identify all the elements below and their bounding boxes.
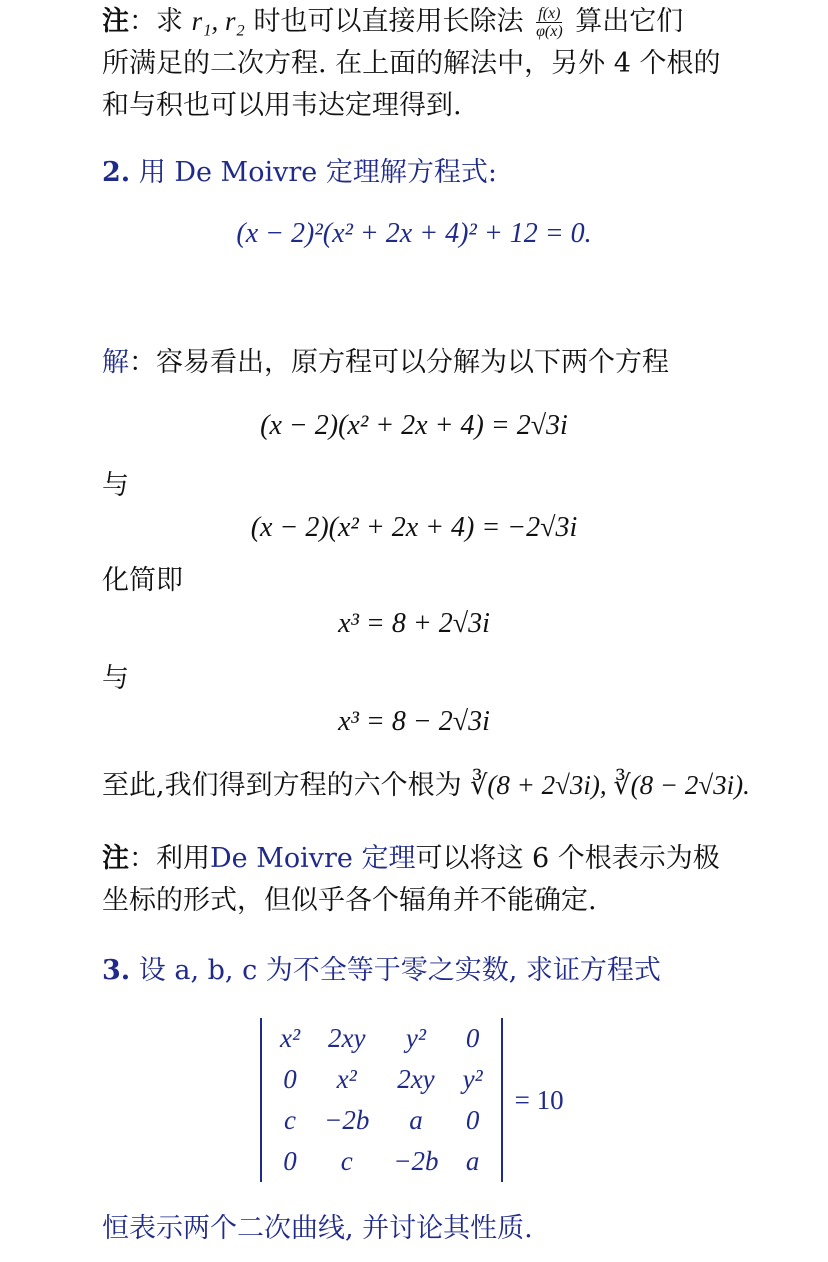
matrix-cell: −2b	[393, 1146, 439, 1176]
note-1-line-3: 和与积也可以用韦达定理得到.	[102, 90, 462, 121]
determinant-equation	[260, 1016, 564, 1184]
problem-statement: 用 De Moivre 定理解方程式:	[130, 157, 497, 188]
roots: ∛(8 + 2√3i), ∛(8 − 2√3i).	[470, 770, 750, 800]
note-label: 注	[102, 6, 129, 37]
solution-intro: 解：容易看出，原方程可以分解为以下两个方程	[102, 347, 669, 378]
matrix-cell: 0	[465, 1105, 480, 1135]
fraction: $\frac{f(x)}{\varphi(x)}$	[536, 5, 563, 40]
matrix-row	[268, 1018, 495, 1059]
matrix-cell: 2xy	[327, 1023, 366, 1053]
matrix-cell: 0	[465, 1023, 480, 1053]
note-1	[102, 0, 792, 127]
problem-3-closing: 恒表示两个二次曲线, 并讨论其性质.	[102, 1213, 533, 1244]
equation-3: x³ = 8 + 2√3i	[338, 608, 490, 639]
de-moivre-reference: De Moivre 定理	[210, 843, 416, 874]
note-1-line-1: 注：求 r₁, r₂ 时也可以直接用长除法 $\frac{f(x)}{\varphi(x)}$ 算出它们	[102, 5, 684, 40]
matrix-row	[268, 1141, 495, 1182]
conclusion: 至此,我们得到方程的六个根为 ∛(8 + 2√3i), ∛(8 − 2√3i).	[102, 770, 750, 801]
equation-2: (x − 2)(x² + 2x + 4) = −2√3i	[250, 512, 578, 543]
equation-1: (x − 2)(x² + 2x + 4) = 2√3i	[260, 410, 568, 441]
determinant-table	[268, 1018, 495, 1182]
matrix-cell: c	[284, 1105, 297, 1135]
problem-number: 3.	[102, 955, 131, 986]
note-1-line-2: 所满足的二次方程. 在上面的解法中，另外 4 个根的	[102, 48, 721, 79]
problem-number: 2.	[102, 157, 131, 188]
matrix-cell: 2xy	[397, 1064, 435, 1094]
problem-statement: 设 a, b, c 为不全等于零之实数, 求证方程式	[130, 955, 661, 986]
problem-2	[102, 152, 792, 194]
matrix-cell: y²	[405, 1023, 426, 1053]
matrix-cell: 0	[283, 1064, 297, 1094]
equation-4: x³ = 8 − 2√3i	[338, 706, 490, 737]
problem-2-equation: (x − 2)²(x² + 2x + 4)² + 12 = 0.	[236, 218, 592, 249]
matrix-cell: −2b	[324, 1105, 370, 1135]
note-2	[102, 838, 792, 922]
variables: r₁, r₂	[191, 6, 245, 36]
matrix-cell: x²	[336, 1064, 357, 1094]
solution-label: 解	[102, 347, 129, 378]
note-2-line-1: 注：利用De Moivre 定理可以将这 6 个根表示为极	[102, 843, 720, 874]
determinant-rhs: = 10	[514, 1084, 564, 1115]
matrix-cell: a	[465, 1146, 480, 1176]
matrix-cell: a	[409, 1105, 423, 1135]
matrix-cell: c	[340, 1146, 353, 1176]
note-label: 注	[102, 843, 129, 874]
connector-and-2: 与	[102, 663, 129, 694]
matrix-row	[268, 1059, 495, 1100]
connector-and-1: 与	[102, 470, 129, 501]
matrix-cell: 0	[283, 1146, 297, 1176]
matrix-cell: y²	[462, 1064, 483, 1094]
problem-3	[102, 950, 792, 992]
simplify-text: 化简即	[102, 565, 183, 596]
matrix-row	[268, 1100, 495, 1141]
matrix-cell: x²	[280, 1023, 301, 1053]
note-2-line-2: 坐标的形式，但似乎各个辐角并不能确定.	[102, 885, 597, 916]
determinant	[260, 1018, 503, 1182]
